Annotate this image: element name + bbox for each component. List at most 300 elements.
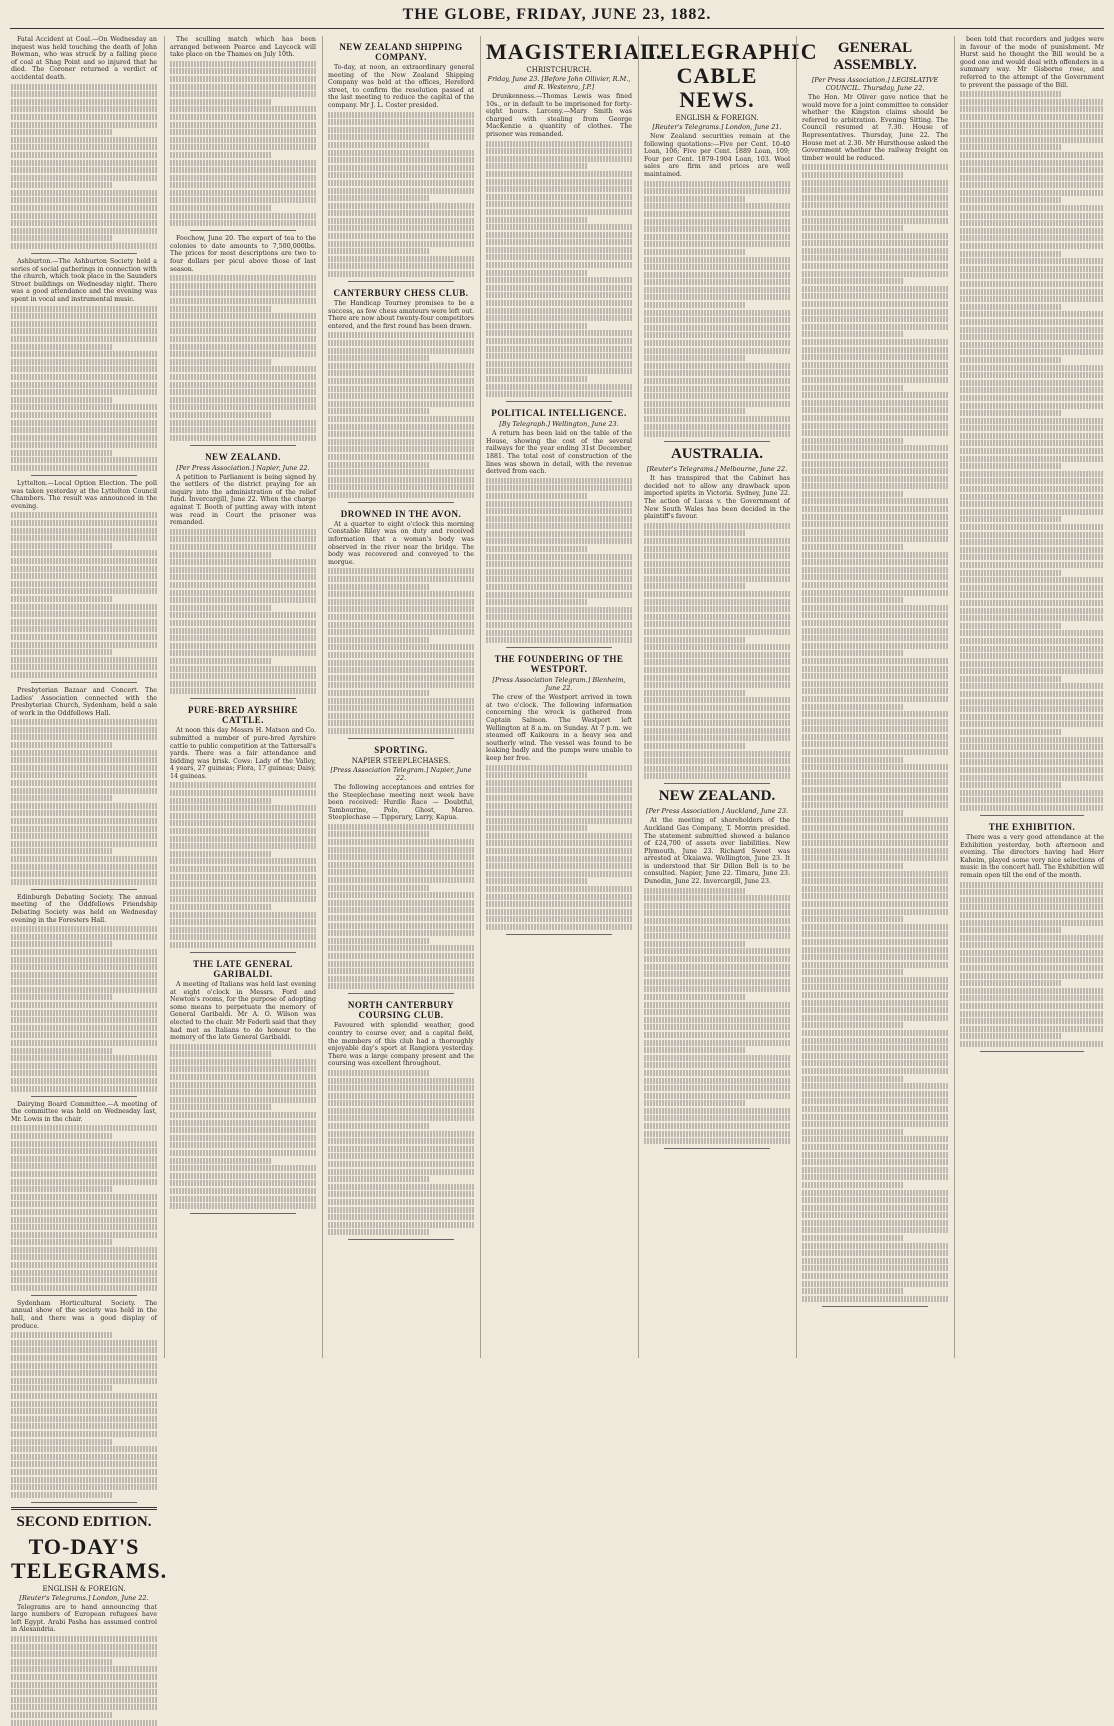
text-line [960,448,1104,454]
text-line [960,737,1104,743]
text-line [11,84,157,90]
text-line [960,767,1104,773]
text-line [960,782,1061,788]
text-line [486,391,632,397]
text-line [644,317,790,323]
text-line [486,531,632,537]
text-line [11,734,157,740]
text-line [960,995,1104,1001]
text-line [802,369,948,375]
column-2 [164,36,321,1358]
text-line [486,277,632,283]
text-line [486,848,632,854]
article-headline: SPORTING. [374,744,428,755]
article-headline: MAGISTERIAL. [486,39,663,64]
text-line [802,536,948,542]
text-line [644,1138,790,1144]
text-line [644,614,790,620]
text-line [486,262,632,268]
text-line [486,338,632,344]
text-line [486,323,588,329]
column-body [639,39,818,1149]
text-line [328,1123,430,1129]
text-line [802,628,948,634]
text-line [644,355,746,361]
text-line [170,851,272,857]
text-line [802,1060,948,1066]
text-line [11,1431,157,1437]
article-subhead: NAPIER STEEPLECHASES. [351,756,451,765]
text-line [11,1347,157,1353]
text-line [170,1059,316,1065]
section-rule [31,475,137,476]
text-line [11,1209,157,1215]
text-line [802,962,948,968]
text-line [11,1086,157,1092]
text-line [802,764,948,770]
text-line [328,408,430,414]
text-line [328,1093,474,1099]
text-line [11,205,157,211]
text-line [11,243,157,249]
text-line [486,376,588,382]
text-line [486,871,632,877]
text-line [644,903,790,909]
text-line [644,1100,746,1106]
text-line [960,137,1104,143]
text-line [802,195,948,201]
text-line [11,220,157,226]
text-line [802,673,948,679]
article-paragraph: The following acceptances and entries for the Steeplechase meeting next week have been received: Hurdle Race — Doubtful, Tambourine, Polo, Ghost, Mareo. Steeplechase — Tipperary, Larry, Kapua. [328,783,474,822]
text-line [170,160,316,166]
text-line [644,249,746,255]
text-line [170,99,272,105]
text-line [960,752,1104,758]
text-line [170,190,316,196]
text-line [644,181,790,187]
text-line [486,856,632,862]
text-line [11,803,157,809]
text-line [644,1070,790,1076]
text-line [960,228,1104,234]
text-line [802,643,948,649]
text-line [328,134,474,140]
article-subhead: CHRISTCHURCH. [526,66,592,74]
text-line [644,576,790,582]
text-line [802,1007,948,1013]
text-line [170,828,316,834]
text-line [328,127,474,133]
text-line [802,939,948,945]
text-line [960,797,1104,803]
text-line [960,167,1104,173]
text-line [11,994,113,1000]
text-line [11,826,157,832]
text-line [802,1235,904,1241]
text-line [170,420,316,426]
text-line [486,538,632,544]
text-line [960,646,1104,652]
text-line [802,719,948,725]
article-dateline: [Reuter's Telegrams.] London, June 21. [652,123,782,131]
text-line [328,1070,430,1076]
text-line [328,1184,474,1190]
text-line [170,427,316,433]
text-line [960,311,1104,317]
text-line [802,172,904,178]
text-line [11,1720,157,1726]
text-line [11,543,113,549]
text-line [170,858,316,864]
text-line [11,1492,113,1498]
text-line [328,1191,474,1197]
text-line [170,552,272,558]
text-line [11,336,157,342]
text-line [486,772,588,778]
text-line [960,988,1104,994]
text-line [11,1055,157,1061]
text-line [802,316,948,322]
text-line [486,833,632,839]
text-line [11,1224,157,1230]
text-line [802,833,948,839]
text-line [11,1217,157,1223]
text-line [644,705,790,711]
text-line [960,152,1104,158]
text-line [802,984,948,990]
text-line [802,1121,948,1127]
text-line [170,612,316,618]
text-line [644,948,790,954]
text-line [170,673,316,679]
text-line [960,608,1104,614]
text-line [328,1222,474,1228]
text-line [960,965,1104,971]
text-line [960,957,1104,963]
text-line [328,431,474,437]
text-line [328,1153,474,1159]
text-line [11,1010,157,1016]
text-line [170,904,272,910]
text-line [170,790,316,796]
text-line [802,597,904,603]
text-line [802,385,904,391]
text-line [11,719,157,725]
text-line [802,992,948,998]
text-line [170,397,316,403]
article-body [170,235,316,273]
text-line [644,416,790,422]
text-line [486,516,632,522]
text-line [11,1277,157,1283]
text-line [960,721,1104,727]
text-line [170,798,272,804]
text-line [644,1085,790,1091]
text-line [644,941,746,947]
text-line [960,296,1104,302]
article-paragraph: The Handicap Tourney promises to be a success, as few chess amateurs were left out. There are now about twenty-four competitors entered, and the first round has been drawn. [328,300,474,330]
text-line [802,969,904,975]
article-paragraph: been told that recorders and judges were in favour of the mode of punishment. Mr Hurst said he thought the Bill would be a good one and would deal with offenders in a summary way. Mr Gisborne rose, and referred to the attempt of the Government to prevent the passage of the Bill. [960,36,1104,89]
text-line [644,546,790,552]
text-line [328,599,474,605]
text-line [960,410,1061,416]
article-body [170,36,316,59]
article-body [960,36,1104,89]
text-line [802,187,948,193]
text-line [11,1186,113,1192]
text-line [486,592,632,598]
text-line [644,1108,790,1114]
text-line [170,1142,316,1148]
text-line [170,628,316,634]
text-line [802,1038,948,1044]
text-line [802,1000,948,1006]
text-line [170,344,316,350]
text-line [802,924,948,930]
text-line [328,690,430,696]
text-line [960,327,1104,333]
text-line [328,983,474,989]
text-line [644,203,790,209]
text-line [11,137,157,143]
text-line [486,561,632,567]
text-line [802,734,948,740]
text-line [960,372,1104,378]
text-line [802,1250,948,1256]
text-line [802,400,948,406]
article-dateline: [Per Press Association.] Auckland, June 23. [645,807,789,816]
article-paragraph: Drunkenness.—Thomas Lewis was fined 10s., or in default to be imprisoned for forty-eight hours. Larceny.—Mary Smith was charged with stealing from George MacKenzie a quantity of clothes. The prisoner was remanded. [486,93,632,138]
text-line [486,546,588,552]
text-line [170,912,316,918]
text-line [802,1243,948,1249]
text-line [644,713,790,719]
text-line [644,659,790,665]
text-line [802,1288,904,1294]
text-line [170,927,316,933]
text-line [802,309,948,315]
text-line [170,544,316,550]
section-rule [190,1213,296,1214]
text-line [11,1416,157,1422]
telegrams-paragraph: Telegrams are to hand announcing that large numbers of European refugees have left Egypt. Arabi Pasha has assumed control in Alexandria. [11,1603,157,1634]
text-line [328,439,474,445]
text-line [644,424,790,430]
text-line [328,1138,474,1144]
text-line [328,862,474,868]
text-line [11,795,113,801]
text-line [328,885,430,891]
text-line [11,1254,157,1260]
text-line [11,328,157,334]
text-line [170,1196,316,1202]
text-line [960,349,1104,355]
article-paragraph: Presbyterian Bazaar and Concert. The Ladies' Association connected with the Presbyterian Church, Sydenham, held a sale of work in the Oddfellows Hall. [11,686,157,717]
masthead: THE GLOBE, FRIDAY, JUNE 23, 1882. [402,6,712,23]
text-line [802,521,948,527]
text-line [644,697,790,703]
text-line [328,157,474,163]
text-line [170,919,316,925]
text-line [328,675,474,681]
column-1 [6,36,168,1634]
text-line [328,416,474,422]
text-line [11,742,113,748]
text-line [11,535,157,541]
article-paragraph: A return has been laid on the table of the House, showing the cost of the several railways for the year ending 31st December, 1881. The total cost of construction of the lines was shown in detail, with the revenue derived from each. [486,430,632,476]
text-line [328,1100,474,1106]
text-line [960,122,1104,128]
article-paragraph: It has transpired that the Cabinet has decided not to allow any drawback upon imported spirits in Victoria. Sydney, June 22. The action of Lucas v. the Government of New South Wales has been decided in the plaintiff's favour. [644,475,790,521]
text-line [960,661,1104,667]
text-line [644,530,746,536]
text-line [644,682,790,688]
text-line [11,359,157,365]
text-line [328,355,430,361]
text-line [11,1401,157,1407]
text-line [170,1173,316,1179]
text-line [802,612,948,618]
article-body [486,93,632,139]
text-line [11,1340,157,1346]
text-line [802,506,948,512]
text-line [486,523,632,529]
text-line [170,874,316,880]
text-line [802,878,948,884]
text-line [328,263,474,269]
text-line [802,574,948,580]
text-line [11,1651,157,1657]
text-line [11,1163,157,1169]
text-line [960,790,1104,796]
text-line [11,1477,157,1483]
text-line [802,855,948,861]
text-line [328,667,474,673]
text-line [802,1144,948,1150]
text-line [170,220,316,226]
article-paragraph: Ashburton.—The Ashburton Society held a series of social gatherings in connection with the church, which took place in the Saunders Street buildings on Wednesday night. There was a good attendance and the evening was spent in vocal and instrumental music. [11,258,157,303]
text-line [11,1156,157,1162]
article-body [170,474,316,527]
text-line [960,243,1104,249]
text-line [486,886,632,892]
text-line [802,423,948,429]
text-line [802,354,948,360]
text-line [802,1227,948,1233]
text-line [486,607,632,613]
text-line [486,878,588,884]
text-line [802,757,904,763]
text-line [802,1197,948,1203]
text-line [328,203,474,209]
text-line [960,532,1104,538]
text-line [170,382,316,388]
text-line [802,445,948,451]
text-line [644,773,790,779]
text-line [960,1018,1104,1024]
text-line [11,934,157,940]
text-line [11,772,157,778]
text-line [11,649,113,655]
text-line [486,637,632,643]
text-line [960,509,1104,515]
text-line [11,1644,157,1650]
text-line [11,1712,113,1718]
text-line [170,1127,316,1133]
text-line [960,699,1104,705]
article-body [328,521,474,567]
text-line [802,1098,948,1104]
text-line [170,782,316,788]
text-line [802,324,948,330]
text-line [486,247,632,253]
text-line [960,99,1104,105]
text-line [11,1125,157,1131]
text-line [644,583,746,589]
text-line [328,892,474,898]
text-line [960,418,1104,424]
text-line [644,986,790,992]
text-line [802,301,948,307]
text-line [486,368,632,374]
text-line [11,1355,157,1361]
text-line [170,321,316,327]
text-line [11,1393,157,1399]
text-line [802,954,948,960]
text-line [11,1032,157,1038]
text-line [11,457,157,463]
text-line [802,263,948,269]
article-body [11,1101,157,1124]
text-line [486,493,588,499]
text-line [644,234,790,240]
text-line [11,351,157,357]
text-line [644,895,790,901]
text-line [328,953,474,959]
text-line [170,144,316,150]
text-line [170,197,316,203]
text-line [644,219,790,225]
text-line [11,841,157,847]
text-line [170,1135,316,1141]
text-line [802,947,948,953]
text-line [486,508,632,514]
text-line [802,658,948,664]
text-line [644,1123,790,1129]
text-line [11,657,157,663]
text-line [11,1141,157,1147]
text-line [170,820,316,826]
text-line [644,1047,746,1053]
text-line [170,1074,316,1080]
text-line [328,720,474,726]
text-line [486,141,632,147]
article-paragraph: Edinburgh Debating Society. The annual meeting of the Oddfellows Friendship Debating Society was held on Wednesday evening in the Foresters Hall. [11,893,157,924]
text-line [644,1078,790,1084]
text-line [644,241,790,247]
text-line [960,585,1104,591]
section-rule [190,698,296,699]
text-line [960,160,1104,166]
text-line [802,544,904,550]
text-line [170,1089,316,1095]
text-line [802,1281,948,1287]
text-line [644,652,790,658]
telegrams-body [11,1604,157,1634]
text-line [960,251,1061,257]
